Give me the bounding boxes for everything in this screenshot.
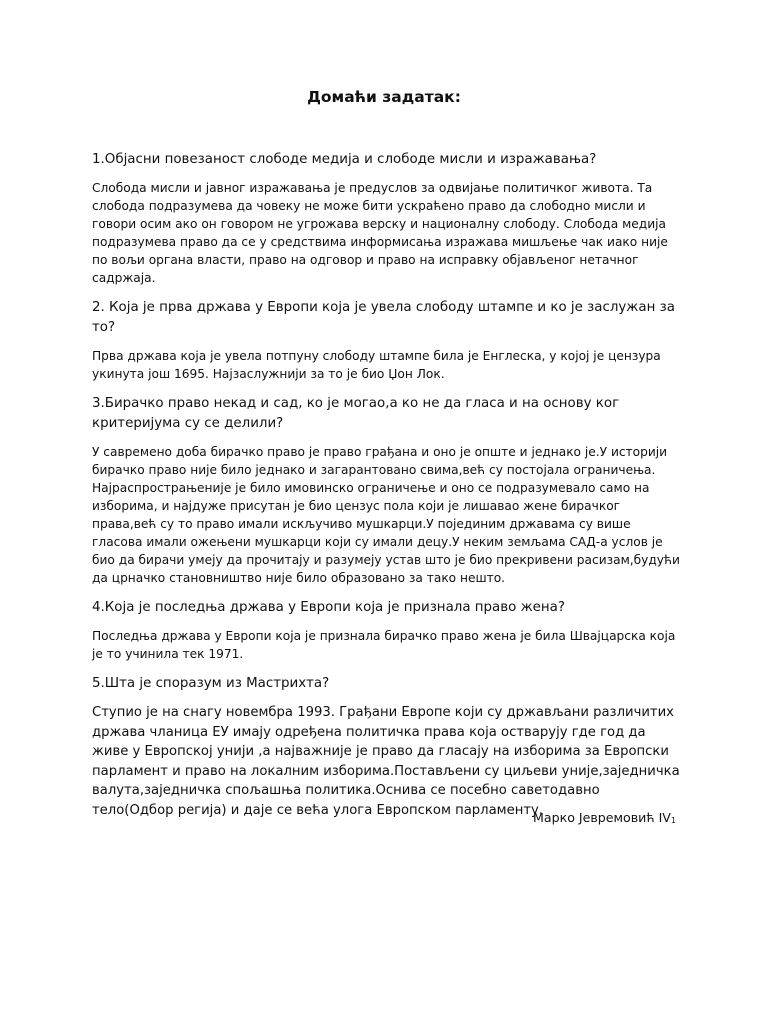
answer-3: У савремено доба бирачко право је право грађана и оно је опште и једнако је.У историји бирачко право није било једнако и загарантовано свима,већ су постојала ограничења. Најраспрострањеније је било имовинско ограничење и оно се подразумевало само на изборима, и најдуже присутан је био цензус пола који је лишавао жене бирачког права,већ су то право имали искључиво мушкарци.У појединим државама су више гласова имали ожењени мушкарци који су имали децу.У неким земљама САД-а услов је био да бирачи умеју да прочитају и разумеју устав што је био прекривени расизам,будући да црначко становништво није било образовано за тако нешто.	[92, 445, 680, 585]
document-body	[92, 150, 682, 831]
answer-4: Последња држава у Европи која је признала бирачко право жена је била Швајцарска која је то учинила тек 1971.	[92, 629, 676, 661]
question-5: 5.Шта је споразум из Мастрихта?	[92, 676, 330, 691]
section-4	[92, 598, 682, 663]
signature-class-subscript: 1	[670, 816, 676, 825]
section-1	[92, 150, 682, 287]
question-3: 3.Бирачко право некад и сад, ко је могао,а ко не да гласа и на основу ког критеријума су се делили?	[92, 396, 620, 431]
question-4: 4.Која је последња држава у Европи која је признала право жена?	[92, 600, 565, 615]
answer-5: Ступио је на снагу новембра 1993. Грађани Европе који су држављани различитих држава чланица ЕУ имају одређена политичка права која остварују где год да живе у Европској унији ,а најважније је право да гласају на изборима за Европски парламент и право на локалним изборима.Постављени су циљеви уније,заједничка валута,заједничка спољашња политика.Оснива се посебно саветодавно тело(Одбор регија) и даје се већа улога Европском парламенту.	[92, 705, 680, 818]
question-1: 1.Објасни повезаност слободе медија и слободе мисли и изражавања?	[92, 152, 597, 167]
section-3	[92, 394, 682, 587]
answer-1: Слобода мисли и јавног изражавања је предуслов за одвијање политичког живота. Та слобода подразумева да човеку не може бити ускраћено право да слободно мисли и говори осим ако он говором не угрожава верску и националну слободу. Слобода медија подразумева право да се у средствима информисања изражава мишљење чак иако није по вољи органа власти, право на одговор и право на исправку објављеног нетачног садржаја.	[92, 181, 668, 285]
answer-2: Прва држава која је увела потпуну слободу штампе била је Енглеска, у којој је цензура укинута још 1695. Најзаслужнији за то је био Џон Лок.	[92, 349, 661, 381]
section-2	[92, 298, 682, 383]
signature-name: Марко Јевремовић IV	[533, 810, 671, 825]
document-title: Домаћи задатак:	[307, 88, 461, 106]
question-2: 2. Која је прва држава у Европи која је увела слободу штампе и ко је заслужан за то?	[92, 300, 675, 335]
section-5	[92, 674, 682, 820]
signature	[533, 809, 676, 830]
